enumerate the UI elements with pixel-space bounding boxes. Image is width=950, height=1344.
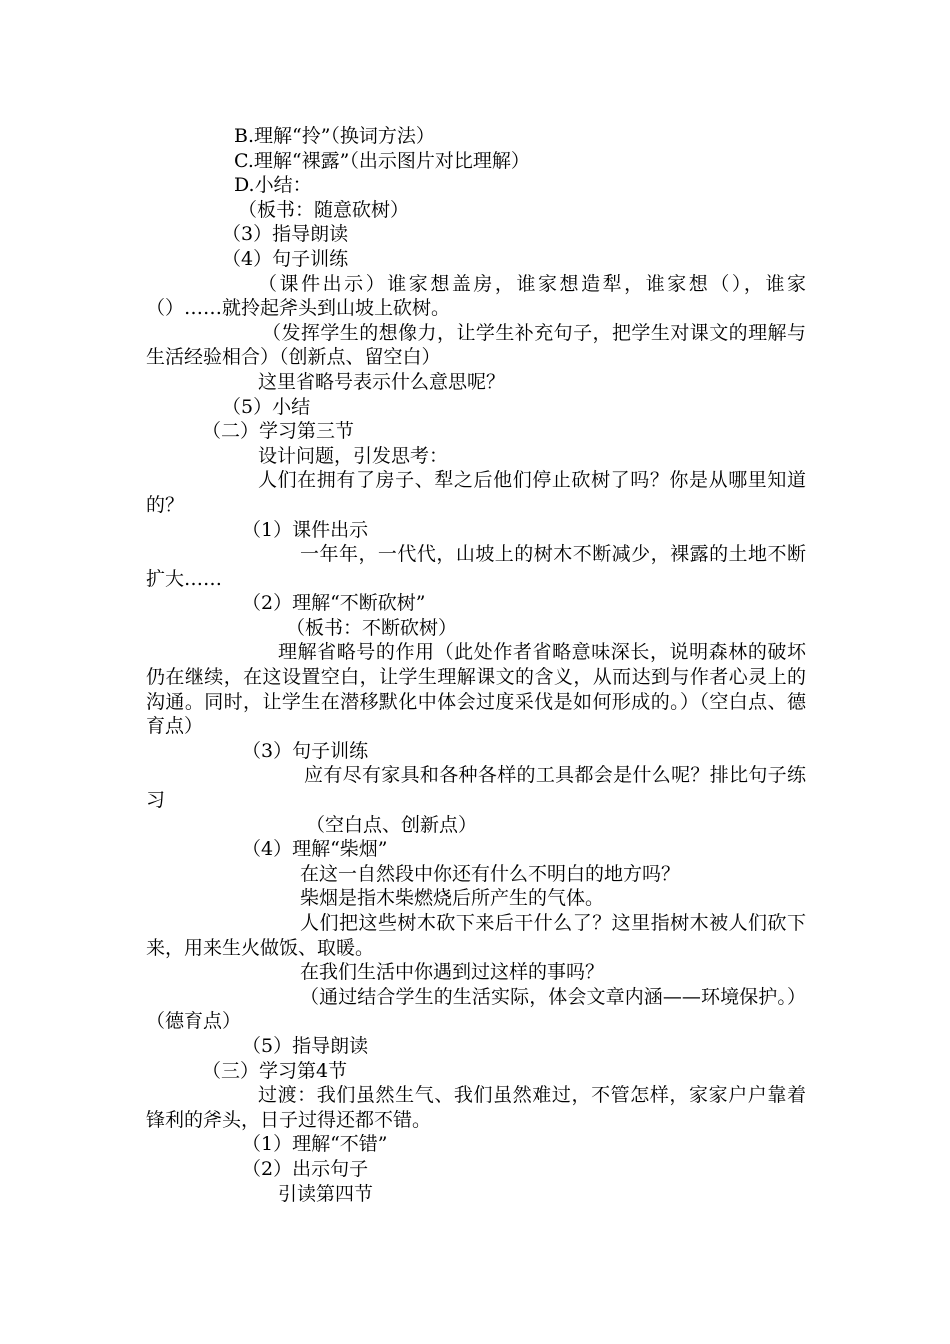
blank-innovation-note: （空白点、创新点） — [306, 813, 478, 836]
trees-use-explanation: 人们把这些树木砍下来后干什么了？这里指树木被人们砍下来，用来生火做饭、取暖。 — [146, 912, 806, 959]
step-2-show-sentence: （2）出示句子 — [242, 1157, 369, 1180]
step-1-understand-good: （1）理解“不错” — [242, 1133, 388, 1156]
step-5-summary: （5）小结 — [222, 395, 311, 418]
step-2-understand: （2）理解“不断砍树” — [242, 592, 426, 615]
lead-reading: 引读第四节 — [278, 1182, 374, 1205]
step-1-courseware: （1）课件出示 — [242, 518, 369, 541]
step-3-reading: （3）指导朗读 — [222, 223, 349, 246]
step-5-reading: （5）指导朗读 — [242, 1034, 369, 1057]
imagination-note: （发挥学生的想像力，让学生补充句子，把学生对课文的理解与生活经验相合）（创新点、留空白） — [146, 321, 806, 369]
board-note-1: （板书：随意砍树） — [238, 198, 410, 221]
unclear-question: 在这一自然段中你还有什么不明白的地方吗？ — [300, 862, 681, 885]
sub-item-c: C.理解“裸露”（出示图片对比理解） — [234, 149, 530, 172]
sub-item-b: B.理解“拎”（换词方法） — [234, 125, 435, 147]
smoke-definition: 柴烟是指木柴燃烧后所产生的气体。 — [300, 887, 605, 910]
section-2-heading: （二）学习第三节 — [202, 420, 355, 443]
parallelism-exercise: 应有尽有家具和各种各样的工具都会是什么呢？排比句子练习 — [146, 764, 806, 812]
step-3-sentence-training: （3）句子训练 — [242, 739, 369, 762]
ellipsis-explanation: 理解省略号的作用（此处作者省略意味深长，说明森林的破坏仍在继续，在这设置空白，让学生理解课文的含义，从而达到与作者心灵上的沟通。同时，让学生在潜移默化中体会过度采伐是如何形成的。）（空白点、德育点） — [146, 641, 806, 738]
life-experience-question: 在我们生活中你遇到过这样的事吗？ — [300, 961, 605, 984]
transition-text: 过渡：我们虽然生气、我们虽然难过，不管怎样，家家户户靠着锋利的斧头，日子过得还都不错。 — [146, 1084, 806, 1131]
section-3-heading: （三）学习第4节 — [202, 1059, 348, 1082]
year-by-year-text: 一年年，一代代，山坡上的树木不断减少，裸露的土地不断扩大…… — [146, 543, 806, 590]
step-4-sentence-training: （4）句子训练 — [222, 247, 349, 270]
sub-item-d: D.小结： — [234, 174, 312, 197]
stop-cutting-question: 人们在拥有了房子、犁之后他们停止砍树了吗？你是从哪里知道的？ — [146, 469, 806, 516]
board-note-2: （板书：不断砍树） — [286, 616, 458, 639]
courseware-sentence: （课件出示）谁家想盖房，谁家想造犁，谁家想（），谁家（）……就拎起斧头到山坡上砍树。 — [146, 272, 806, 320]
environment-note: （通过结合学生的生活实际，体会文章内涵——环境保护。）（德育点） — [146, 985, 806, 1033]
design-question: 设计问题，引发思考： — [258, 444, 449, 467]
step-4-understand-smoke: （4）理解“柴烟” — [242, 838, 388, 861]
ellipsis-question: 这里省略号表示什么意思呢？ — [258, 370, 506, 393]
document-body — [146, 124, 806, 1206]
